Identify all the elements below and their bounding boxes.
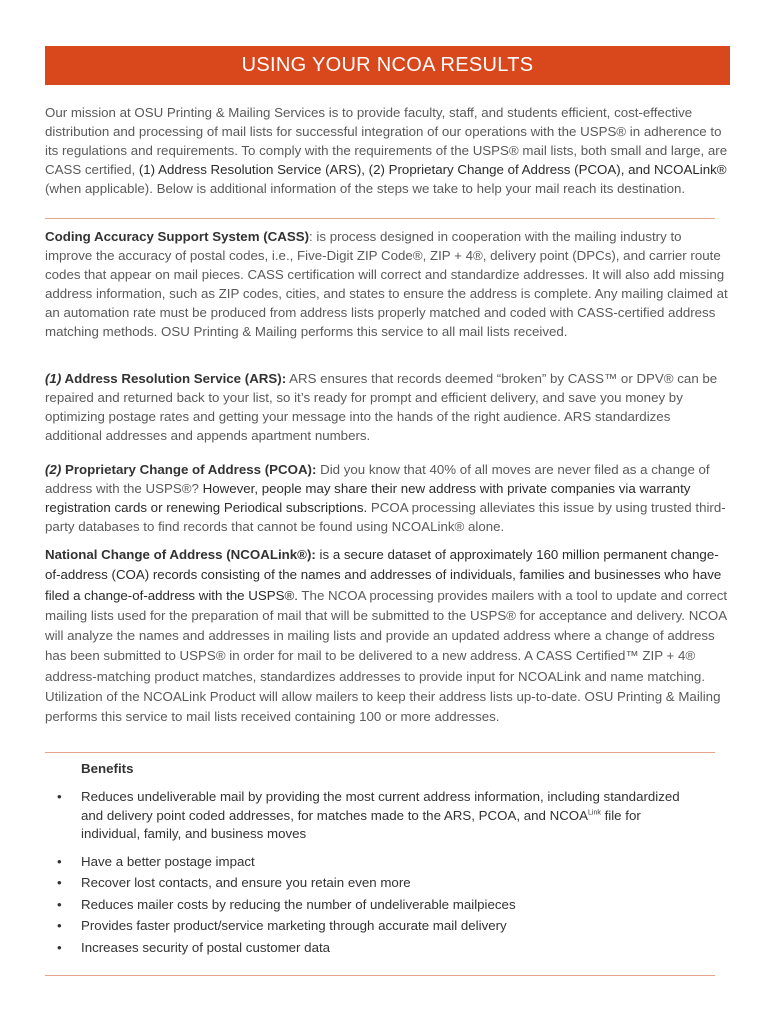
- list-item-text: Reduces mailer costs by reducing the number of undeliverable mailpieces: [81, 896, 516, 912]
- list-item: [45, 788, 685, 844]
- benefits-list: [45, 788, 685, 960]
- ncoa-heading: National Change of Address (NCOALink®):: [45, 547, 316, 562]
- divider: [45, 218, 715, 219]
- pcoa-number: (2): [45, 462, 62, 477]
- ars-body: ARS ensures that records deemed “broken” by CASS™ or DPV® can be repaired and returned back to your list, so it’s ready for prompt and efficient delivery, and save you money by optimizing postage rates and getting your message into the hands of the right audience. ARS standardizes additional addresses and appends apartment numbers.: [45, 371, 718, 443]
- benefits-heading: Benefits: [81, 761, 134, 776]
- bullet-icon: •: [57, 789, 62, 804]
- ncoa-paragraph: [45, 545, 730, 728]
- ars-paragraph: [45, 369, 730, 445]
- pcoa-body-c: PCOA processing alleviates this issue by using trusted third-party databases to find records that cannot be found using NCOALink® alone.: [45, 500, 726, 534]
- list-item: [45, 853, 685, 872]
- pcoa-heading: Proprietary Change of Address (PCOA):: [61, 462, 317, 477]
- cass-body: : is process designed in cooperation with the mailing industry to improve the accuracy of postal codes, i.e., Five-Digit ZIP Code®, ZIP + 4®, delivery point (DPCs), and carrier route codes that appear on mail pieces. CASS certification will correct and standardize addresses. It will also add missing address information, such as ZIP codes, cities, and states to ensure the address is complete. Any mailing claimed at an automation rate must be produced from address lists properly matched and coded with CASS-certified address matching methods. OSU Printing & Mailing performs this service to all mail lists received.: [45, 229, 728, 339]
- list-item: [45, 939, 685, 958]
- ars-number: (1): [45, 371, 62, 386]
- list-item-text: Provides faster product/service marketing through accurate mail delivery: [81, 918, 507, 933]
- page-title-banner: [45, 46, 730, 85]
- bullet-icon: •: [57, 939, 62, 955]
- list-item-text-a: Reduces undeliverable mail by providing the most current address information, including standardized and delivery point coded addresses, for matches made to the ARS, PCOA, and NCOA: [81, 789, 680, 823]
- ncoa-body-b: The NCOA processing provides mailers with a tool to update and correct mailing lists used for the preparation of mail that will be submitted to the USPS® for acceptance and delivery. NCOA will analyze the names and addresses in mailing lists and provide an updated address where a change of address has been submitted to USPS® in order for mail to be delivered to a new address. A CASS Certified™ ZIP + 4® address-matching product matches, standardizes addresses to provide input for NCOALink and name matching. Utilization of the NCOALink Product will allow mailers to keep their address lists up-to-date. OSU Printing & Mailing performs this service to mail lists received containing 100 or more addresses.: [45, 587, 728, 725]
- cass-heading: Coding Accuracy Support System (CASS): [45, 229, 310, 244]
- ars-heading: Address Resolution Service (ARS):: [61, 371, 287, 386]
- list-item: [45, 896, 685, 915]
- ncoa-body-a: is a secure dataset of approximately 160 million permanent change-of-address (COA) records consisting of the names and addresses of individuals, families and businesses who have filed a change-of-address with the USPS®.: [45, 547, 722, 603]
- intro-services-list: (1) Address Resolution Service (ARS), (2) Proprietary Change of Address (PCOA), and NCOALink®: [138, 162, 727, 177]
- list-item: [45, 874, 685, 893]
- list-item: [45, 917, 685, 936]
- pcoa-paragraph: [45, 460, 730, 536]
- page-title: USING YOUR NCOA RESULTS: [241, 54, 534, 76]
- divider: [45, 975, 715, 976]
- pcoa-body-a: Did you know that 40% of all moves are never filed as a change of address with the USPS®?: [45, 462, 710, 496]
- list-item-text: Recover lost contacts, and ensure you retain even more: [81, 875, 411, 890]
- list-item-text: Have a better postage impact: [81, 853, 255, 869]
- bullet-icon: •: [57, 853, 62, 869]
- cass-paragraph: [45, 227, 730, 341]
- divider: [45, 752, 715, 753]
- bullet-icon: •: [57, 896, 62, 912]
- bullet-icon: •: [57, 875, 62, 890]
- list-item-text: Increases security of postal customer data: [81, 939, 331, 955]
- bullet-icon: •: [57, 918, 62, 933]
- intro-paragraph: [45, 103, 730, 198]
- list-item-text-b: file for individual, family, and business moves: [81, 807, 641, 841]
- pcoa-body-b: However, people may share their new address with private companies via warranty registration cards or renewing Periodical subscriptions.: [45, 481, 691, 515]
- intro-text-c: (when applicable). Below is additional information of the steps we take to help your mail reach its destination.: [45, 181, 686, 196]
- intro-text-a: Our mission at OSU Printing & Mailing Services is to provide faculty, staff, and students efficient, cost-effective distribution and processing of mail lists for successful integration of our operations with the USPS® in adherence to its regulations and requirements. To comply with the requirements of the USPS® mail lists, both small and large, are CASS certified,: [45, 105, 728, 177]
- link-superscript: Link: [588, 809, 601, 817]
